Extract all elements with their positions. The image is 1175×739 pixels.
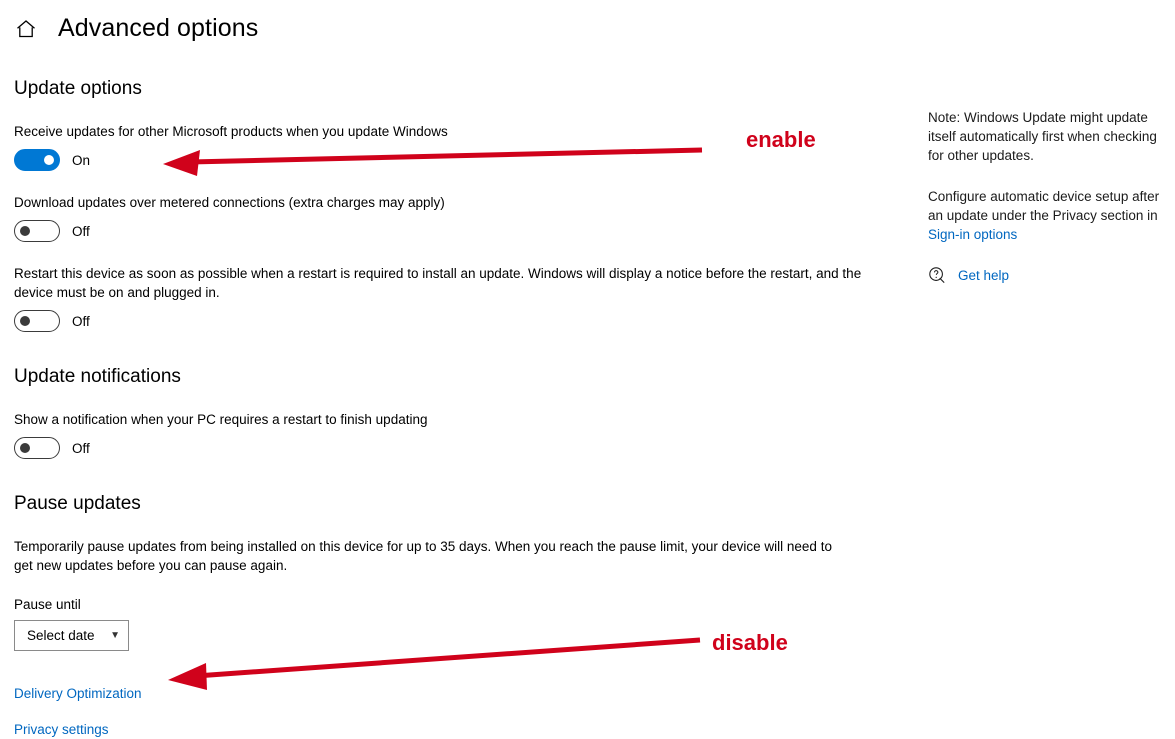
toggle-state-restart-asap: Off: [72, 313, 90, 329]
aside-configure-text: [928, 187, 1168, 244]
page-header: [14, 14, 258, 43]
home-icon[interactable]: [14, 17, 38, 41]
section-title-update-options: Update options: [14, 78, 142, 99]
setting-row-metered-connections: [14, 220, 904, 242]
toggle-restart-asap[interactable]: [14, 310, 60, 332]
toggle-knob: [44, 155, 54, 165]
pause-updates-description: Temporarily pause updates from being installed on this device for up to 35 days. When you reach the pause limit, your device will need to get new updates before you can pause again.: [14, 539, 832, 573]
toggle-state-microsoft-products: On: [72, 152, 91, 168]
toggle-knob: [20, 226, 30, 236]
main-content: [14, 78, 904, 739]
section-title-pause-updates: Pause updates: [14, 493, 141, 514]
help-question-icon: [928, 266, 946, 284]
toggle-microsoft-products[interactable]: [14, 149, 60, 171]
page-title: Advanced options: [58, 14, 259, 42]
toggle-metered-connections[interactable]: [14, 220, 60, 242]
setting-description-restart-asap: Restart this device as soon as possible when a restart is required to install an update. Windows will display a notice before the restart, and the device must be on and plugged in.: [14, 266, 862, 300]
pause-until-select[interactable]: [14, 620, 129, 651]
setting-description-restart-notification: Show a notification when your PC requires a restart to finish updating: [14, 412, 428, 427]
setting-description-microsoft-products: Receive updates for other Microsoft products when you update Windows: [14, 124, 448, 139]
setting-description-metered-connections: Download updates over metered connections (extra charges may apply): [14, 195, 445, 210]
link-delivery-optimization[interactable]: Delivery Optimization: [14, 686, 142, 701]
setting-row-restart-notification: [14, 437, 904, 459]
toggle-knob: [20, 443, 30, 453]
link-privacy-settings[interactable]: Privacy settings: [14, 722, 109, 737]
setting-row-restart-asap: [14, 310, 904, 332]
toggle-restart-notification[interactable]: [14, 437, 60, 459]
get-help-row[interactable]: [928, 266, 1168, 284]
section-title-update-notifications: Update notifications: [14, 366, 181, 387]
setting-row-microsoft-products: [14, 149, 904, 171]
chevron-down-icon: ▼: [110, 629, 120, 641]
toggle-state-metered-connections: Off: [72, 223, 90, 239]
link-sign-in-options[interactable]: Sign-in options: [928, 227, 1018, 242]
link-get-help[interactable]: Get help: [958, 267, 1010, 283]
pause-until-value: Select date: [27, 628, 95, 643]
aside-note: Note: Windows Update might update itself automatically first when checking for other updates.: [928, 110, 1157, 163]
annotation-disable-label: disable: [712, 630, 788, 655]
toggle-state-restart-notification: Off: [72, 440, 90, 456]
aside-panel: [928, 108, 1168, 284]
pause-until-label: Pause until: [14, 597, 81, 612]
aside-configure-prefix: Configure automatic device setup after an update under the Privacy section in: [928, 189, 1160, 223]
annotation-enable-label: enable: [746, 127, 816, 152]
toggle-knob: [20, 316, 30, 326]
